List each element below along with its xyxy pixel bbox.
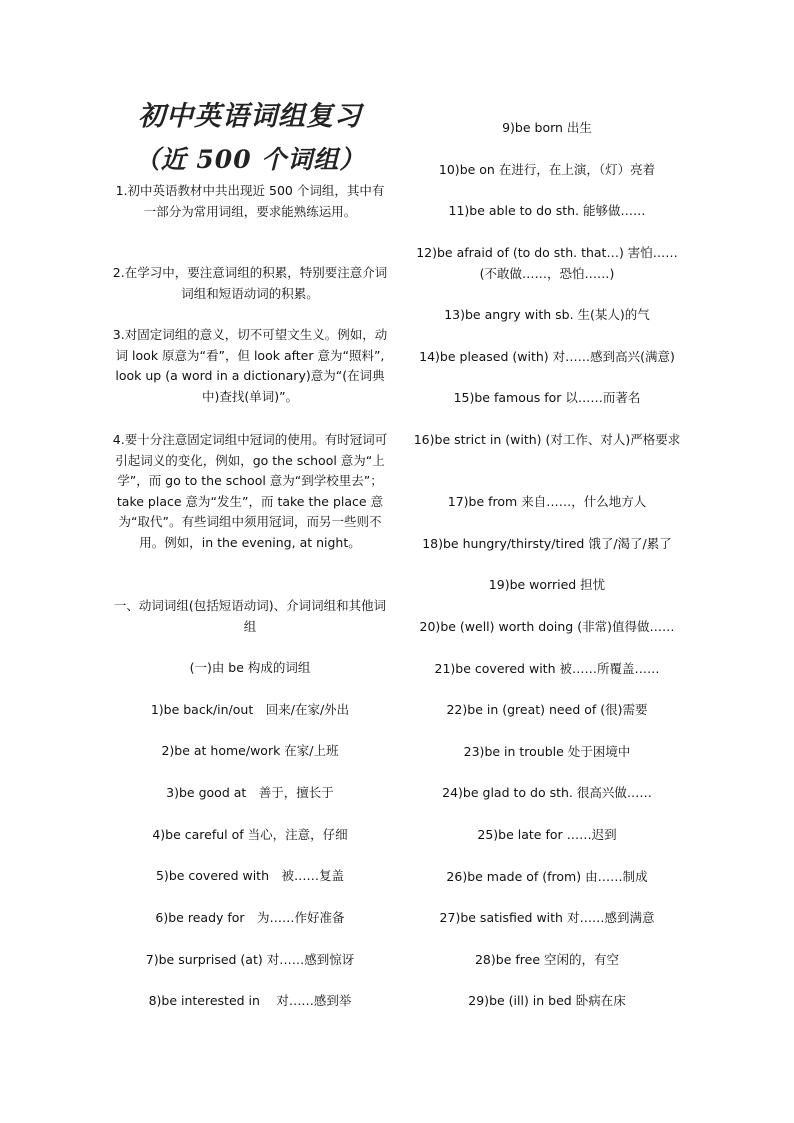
phrase-item: 15)be famous for 以……而著名	[453, 390, 641, 405]
subsection-heading: (一)由 be 构成的词组	[189, 660, 311, 675]
phrase-item: 12)be afraid of (to do sth. that…) 害怕……(不敢做……，恐怕……)	[416, 245, 678, 281]
phrase-item: 28)be free 空闲的，有空	[474, 952, 619, 967]
note-2: 2.在学习中，要注意词组的积累，特别要注意介词词组和短语动词的积累。	[112, 265, 388, 301]
phrase-item: 14)be pleased (with) 对……感到高兴(满意)	[419, 349, 675, 364]
phrase-item: 6)be ready for 为……作好准备	[155, 910, 345, 925]
phrase-item: 8)be interested in 对……感到举	[148, 993, 352, 1008]
phrase-item: 24)be glad to do sth. 很高兴做……	[442, 785, 652, 800]
phrase-item: 2)be at home/work 在家/上班	[161, 743, 339, 758]
phrase-item: 16)be strict in (with) (对工作、对人)严格要求	[413, 432, 681, 447]
phrase-item: 22)be in (great) need of (很)需要	[446, 702, 648, 717]
note-4: 4.要十分注意固定词组中冠词的使用。有时冠词可引起词义的变化，例如，go the school 意为“上学”，而 go to the school 意为“到学校里去”；take place 意为“发生”，而 take the place 意为“取代”。有些词组中须用冠词，而另一些则不用。例如，in the evening, at night。	[112, 432, 388, 550]
note-1-text: 1.初中英语教材中共出现近 500 个词组，其中有 一部分为常用词组，要求能熟练运用。	[115, 183, 385, 219]
phrase-item: 3)be good at 善于，擅长于	[166, 785, 334, 800]
phrase-item: 11)be able to do sth. 能够做……	[448, 203, 646, 218]
phrase-item: 10)be on 在进行，在上演，（灯）亮着	[438, 162, 656, 177]
phrase-item: 19)be worried 担忧	[488, 577, 606, 592]
phrase-item: 20)be (well) worth doing (非常)值得做……	[419, 619, 675, 634]
phrase-item: 29)be (ill) in bed 卧病在床	[468, 993, 626, 1008]
phrase-item: 13)be angry with sb. 生(某人)的气	[444, 307, 650, 322]
section-heading: 一、动词词组(包括短语动词)、介词词组和其他词组	[113, 598, 387, 634]
phrase-item: 27)be satisfied with 对……感到满意	[439, 910, 655, 925]
phrase-item: 4)be careful of 当心，注意，仔细	[152, 827, 348, 842]
phrase-item: 7)be surprised (at) 对……感到惊讶	[145, 952, 355, 967]
note-1	[112, 181, 388, 222]
phrase-item: 25)be late for ……迟到	[477, 827, 617, 842]
phrase-item: 26)be made of (from) 由……制成	[446, 869, 648, 884]
phrase-item: 21)be covered with 被……所覆盖……	[434, 661, 660, 676]
document-subtitle: （近 500 个词组）	[134, 145, 366, 174]
document-title: 初中英语词组复习	[138, 101, 362, 132]
phrase-item: 1)be back/in/out 回来/在家/外出	[150, 702, 350, 717]
phrase-item: 9)be born 出生	[502, 120, 592, 135]
phrase-item: 17)be from 来自……，什么地方人	[447, 494, 647, 509]
phrase-item: 18)be hungry/thirsty/tired 饿了/渴了/累了	[422, 536, 672, 551]
phrase-item: 5)be covered with 被……复盖	[155, 868, 345, 883]
phrase-item: 23)be in trouble 处于困境中	[463, 744, 631, 759]
note-3: 3.对固定词组的意义，切不可望文生义。例如，动词 look 原意为“看”，但 look after 意为“照料”, look up (a word in a dictionary)意为“(在词典中)查找(单词)”。	[112, 327, 388, 404]
